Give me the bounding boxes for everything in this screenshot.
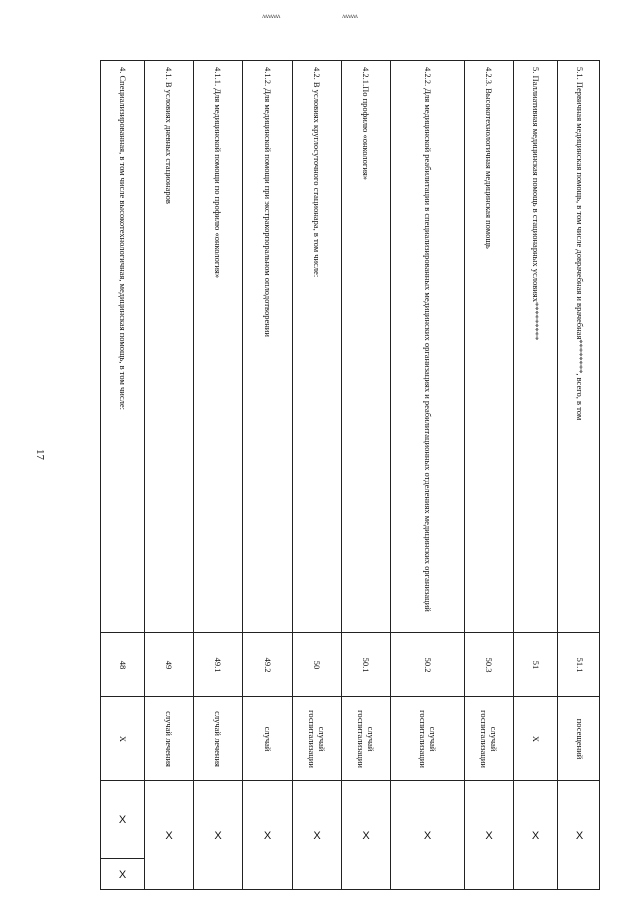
row-unit-cell [342, 697, 390, 781]
row-unit-cell [558, 697, 600, 781]
row-name-cell [194, 61, 242, 633]
row-name-cell [391, 61, 464, 633]
row-unit: X [117, 735, 128, 742]
table-row [293, 61, 342, 889]
row-unit: случай госпитализации [479, 709, 499, 768]
row-name: 4. Специализированная, в том числе высокотехнологичная, медицинская помощь, в том числе: [117, 66, 128, 410]
row-code: 50.2 [422, 657, 433, 672]
row-code: 50.3 [484, 657, 494, 672]
row-name: 4.1.2. Для медицинской помощи при экстракорпоральном оплодотворении [262, 66, 273, 337]
row-code-cell [391, 633, 464, 697]
row-code-cell [293, 633, 341, 697]
row-unit-cell [391, 697, 464, 781]
row-name: 4.2.3. Высокотехнологичная медицинская помощь [484, 66, 494, 249]
table-row [558, 61, 600, 889]
row-name-cell [465, 61, 513, 633]
value-cell [145, 781, 193, 890]
row-unit-cell [293, 697, 341, 781]
value-mark: X [263, 830, 272, 842]
row-unit: посещений [574, 718, 585, 759]
value-cell [558, 781, 600, 890]
table-row [391, 61, 465, 889]
table-row [342, 61, 391, 889]
row-code: 50 [312, 660, 322, 669]
value-mark: X [531, 830, 540, 842]
value-cell [342, 781, 390, 890]
value-mark: X [485, 830, 493, 842]
row-unit: случай лечения [213, 710, 223, 767]
row-unit: случай госпитализации [417, 709, 438, 768]
row-name: 4.2.2. Для медицинской реабилитации в специализированных медицинских организациях и реабилитационных отделениях медицинских организаций [422, 66, 433, 612]
row-code-cell [342, 633, 390, 697]
scan-mark: ᴧᴧᴧᴧᴧᴧᴧ [262, 12, 280, 20]
row-name-cell [243, 61, 292, 633]
row-name: 4.1.1. Для медицинской помощи по профилю «онкология» [213, 66, 223, 278]
row-code-cell [558, 633, 600, 697]
row-name: 4.2. В условиях круглосуточного стационара, в том числе: [312, 66, 322, 277]
row-name: 5.1. Первичная медицинская помощь, в том числе доврачебная и врачебная********, всего, в том [574, 66, 585, 420]
table-row [243, 61, 293, 889]
row-code: 48 [117, 660, 128, 669]
row-code-cell [514, 633, 557, 697]
data-table [100, 60, 600, 890]
row-code: 49.2 [262, 657, 273, 672]
row-unit: случай [262, 726, 273, 751]
value-mark: X [423, 830, 432, 842]
table-row [101, 61, 145, 889]
row-code-cell [101, 633, 144, 697]
table-row [514, 61, 558, 889]
row-code-cell [194, 633, 242, 697]
value-mark: X [362, 830, 370, 842]
value-mark: X [313, 830, 321, 842]
table-row [465, 61, 514, 889]
row-name-cell [342, 61, 390, 633]
row-name: 5. Паллиативная медицинская помощь в стационарных условиях********* [530, 66, 541, 340]
table-row [145, 61, 194, 889]
value-mark: X [214, 830, 222, 842]
value-cell [243, 781, 292, 890]
row-unit-cell [465, 697, 513, 781]
row-unit-cell [243, 697, 292, 781]
row-name-cell [145, 61, 193, 633]
value-cell [293, 781, 341, 890]
row-code: 51.1 [574, 657, 585, 672]
value-mark: X [118, 813, 127, 826]
row-unit: случай госпитализации [356, 709, 376, 768]
row-unit-cell [194, 697, 242, 781]
value-cell [465, 781, 513, 890]
row-name: 4.2.1.По профилю «онкология» [361, 66, 371, 180]
row-unit: случай госпитализации [307, 709, 327, 768]
row-code: 50.1 [361, 657, 371, 672]
value-cell [194, 781, 242, 890]
row-unit: случай лечения [164, 710, 174, 767]
row-code: 49.1 [213, 657, 223, 672]
row-code: 49 [164, 660, 174, 669]
row-name-cell [558, 61, 600, 633]
row-unit-cell [514, 697, 557, 781]
row-name: 4.1. В условиях дневных стационаров [164, 66, 174, 204]
page-number: 17 [34, 449, 46, 460]
row-name-cell [514, 61, 557, 633]
value-cell [514, 781, 557, 890]
row-unit: X [530, 735, 541, 742]
row-code-cell [465, 633, 513, 697]
value-mark: X [118, 868, 127, 881]
row-code: 51 [530, 660, 541, 669]
value-cell [391, 781, 464, 890]
value-cell [101, 859, 144, 890]
row-name-cell [101, 61, 144, 633]
row-name-cell [293, 61, 341, 633]
scan-mark: ᴧᴧᴧᴧᴧᴧ [342, 12, 357, 20]
table-row [194, 61, 243, 889]
value-cell [101, 781, 144, 859]
row-code-cell [243, 633, 292, 697]
value-mark: X [165, 830, 173, 842]
value-mark: X [575, 830, 584, 842]
row-unit-cell [145, 697, 193, 781]
row-unit-cell [101, 697, 144, 781]
row-code-cell [145, 633, 193, 697]
